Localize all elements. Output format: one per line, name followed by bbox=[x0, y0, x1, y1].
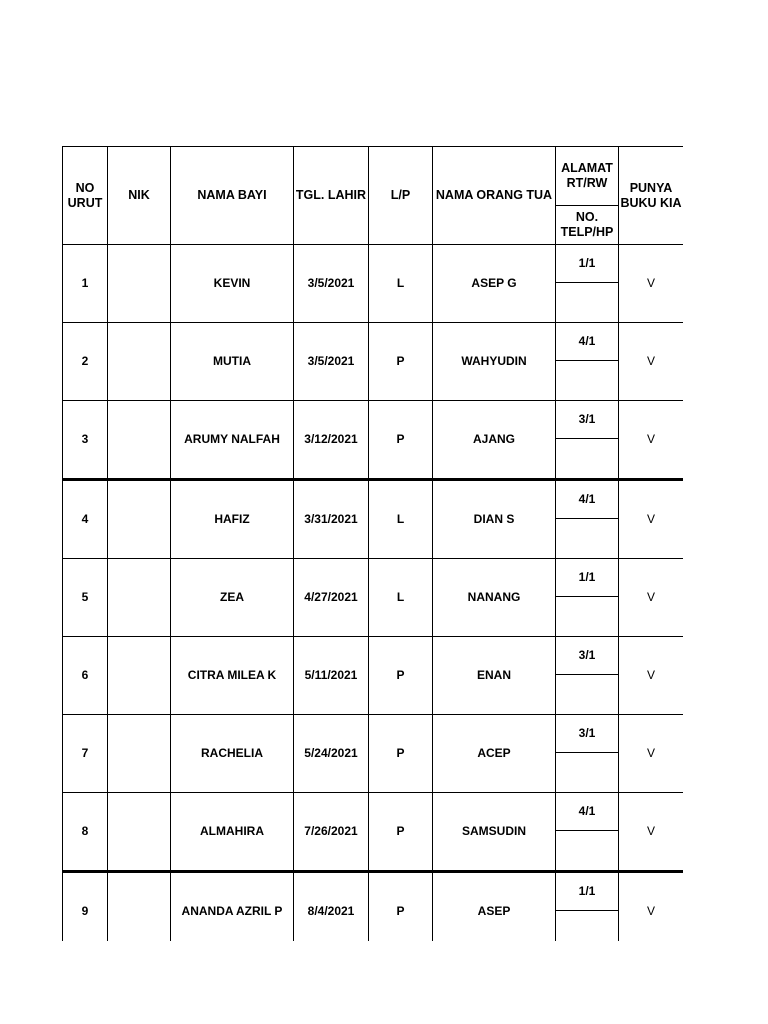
row-tgl-lahir-cell: 7/26/2021 bbox=[294, 793, 369, 872]
row-telp-cell bbox=[556, 361, 619, 401]
row-rt-rw-cell: 4/1 bbox=[556, 323, 619, 361]
row-tgl-lahir-cell: 4/27/2021 bbox=[294, 559, 369, 637]
row-tgl-lahir-cell: 5/24/2021 bbox=[294, 715, 369, 793]
header-nama-bayi: NAMA BAYI bbox=[171, 147, 294, 245]
table-row bbox=[63, 480, 684, 519]
row-nik-cell bbox=[108, 872, 171, 942]
row-nik-cell bbox=[108, 245, 171, 323]
row-telp-cell bbox=[556, 597, 619, 637]
row-lp-cell: P bbox=[369, 323, 433, 401]
row-nama-orang-tua-cell: WAHYUDIN bbox=[433, 323, 556, 401]
row-telp-cell bbox=[556, 911, 619, 942]
row-nama-orang-tua-cell: ASEP bbox=[433, 872, 556, 942]
row-kia-cell: V bbox=[619, 245, 684, 323]
row-nik-cell bbox=[108, 793, 171, 872]
row-nama-bayi-cell: HAFIZ bbox=[171, 480, 294, 559]
spreadsheet-page bbox=[62, 146, 683, 941]
row-nik-cell bbox=[108, 401, 171, 480]
row-rt-rw-cell: 4/1 bbox=[556, 793, 619, 831]
header-tgl-lahir: TGL. LAHIR bbox=[294, 147, 369, 245]
row-no-cell: 3 bbox=[63, 401, 108, 480]
row-nama-orang-tua-cell: DIAN S bbox=[433, 480, 556, 559]
row-tgl-lahir-cell: 3/5/2021 bbox=[294, 245, 369, 323]
row-nama-orang-tua-cell: AJANG bbox=[433, 401, 556, 480]
row-nama-bayi-cell: ZEA bbox=[171, 559, 294, 637]
row-nama-orang-tua-cell: ENAN bbox=[433, 637, 556, 715]
row-rt-rw-cell: 3/1 bbox=[556, 715, 619, 753]
header-punya-buku-kia: PUNYA BUKU KIA bbox=[619, 147, 684, 245]
row-rt-rw-cell: 3/1 bbox=[556, 401, 619, 439]
row-no-cell: 9 bbox=[63, 872, 108, 942]
row-nik-cell bbox=[108, 715, 171, 793]
row-nama-bayi-cell: KEVIN bbox=[171, 245, 294, 323]
row-telp-cell bbox=[556, 439, 619, 480]
row-nama-bayi-cell: ALMAHIRA bbox=[171, 793, 294, 872]
table-body bbox=[63, 245, 684, 942]
header-nik: NIK bbox=[108, 147, 171, 245]
table-row bbox=[63, 245, 684, 283]
table-row bbox=[63, 637, 684, 675]
row-lp-cell: P bbox=[369, 715, 433, 793]
row-nama-bayi-cell: RACHELIA bbox=[171, 715, 294, 793]
row-lp-cell: L bbox=[369, 559, 433, 637]
header-alamat: ALAMAT RT/RW bbox=[556, 147, 619, 206]
row-lp-cell: L bbox=[369, 480, 433, 559]
row-no-cell: 5 bbox=[63, 559, 108, 637]
row-tgl-lahir-cell: 8/4/2021 bbox=[294, 872, 369, 942]
row-kia-cell: V bbox=[619, 793, 684, 872]
row-telp-cell bbox=[556, 519, 619, 559]
row-no-cell: 1 bbox=[63, 245, 108, 323]
row-no-cell: 4 bbox=[63, 480, 108, 559]
row-kia-cell: V bbox=[619, 559, 684, 637]
row-no-cell: 8 bbox=[63, 793, 108, 872]
row-rt-rw-cell: 1/1 bbox=[556, 872, 619, 911]
row-kia-cell: V bbox=[619, 715, 684, 793]
table-row bbox=[63, 401, 684, 439]
row-nama-orang-tua-cell: ASEP G bbox=[433, 245, 556, 323]
row-rt-rw-cell: 4/1 bbox=[556, 480, 619, 519]
row-kia-cell: V bbox=[619, 401, 684, 480]
row-nama-bayi-cell: ANANDA AZRIL P bbox=[171, 872, 294, 942]
row-telp-cell bbox=[556, 753, 619, 793]
row-no-cell: 6 bbox=[63, 637, 108, 715]
row-kia-cell: V bbox=[619, 323, 684, 401]
row-nik-cell bbox=[108, 559, 171, 637]
row-rt-rw-cell: 3/1 bbox=[556, 637, 619, 675]
row-lp-cell: P bbox=[369, 401, 433, 480]
row-kia-cell: V bbox=[619, 480, 684, 559]
row-telp-cell bbox=[556, 675, 619, 715]
row-nama-bayi-cell: ARUMY NALFAH bbox=[171, 401, 294, 480]
row-lp-cell: P bbox=[369, 637, 433, 715]
table-row bbox=[63, 793, 684, 831]
row-no-cell: 2 bbox=[63, 323, 108, 401]
row-nik-cell bbox=[108, 480, 171, 559]
row-rt-rw-cell: 1/1 bbox=[556, 245, 619, 283]
row-nama-orang-tua-cell: ACEP bbox=[433, 715, 556, 793]
row-nama-bayi-cell: CITRA MILEA K bbox=[171, 637, 294, 715]
header-no-telp: NO. TELP/HP bbox=[556, 206, 619, 245]
row-no-cell: 7 bbox=[63, 715, 108, 793]
row-rt-rw-cell: 1/1 bbox=[556, 559, 619, 597]
row-lp-cell: P bbox=[369, 872, 433, 942]
row-telp-cell bbox=[556, 283, 619, 323]
row-nik-cell bbox=[108, 637, 171, 715]
table-row bbox=[63, 559, 684, 597]
row-nama-bayi-cell: MUTIA bbox=[171, 323, 294, 401]
row-kia-cell: V bbox=[619, 872, 684, 942]
row-telp-cell bbox=[556, 831, 619, 872]
row-lp-cell: P bbox=[369, 793, 433, 872]
baby-register-table bbox=[62, 146, 683, 941]
row-tgl-lahir-cell: 3/31/2021 bbox=[294, 480, 369, 559]
row-nama-orang-tua-cell: NANANG bbox=[433, 559, 556, 637]
table-row bbox=[63, 715, 684, 753]
row-tgl-lahir-cell: 3/5/2021 bbox=[294, 323, 369, 401]
row-lp-cell: L bbox=[369, 245, 433, 323]
row-tgl-lahir-cell: 3/12/2021 bbox=[294, 401, 369, 480]
row-nama-orang-tua-cell: SAMSUDIN bbox=[433, 793, 556, 872]
header-no-urut: NO URUT bbox=[63, 147, 108, 245]
row-tgl-lahir-cell: 5/11/2021 bbox=[294, 637, 369, 715]
table-row bbox=[63, 323, 684, 361]
header-lp: L/P bbox=[369, 147, 433, 245]
header-nama-orang-tua: NAMA ORANG TUA bbox=[433, 147, 556, 245]
table-row bbox=[63, 872, 684, 911]
row-nik-cell bbox=[108, 323, 171, 401]
row-kia-cell: V bbox=[619, 637, 684, 715]
